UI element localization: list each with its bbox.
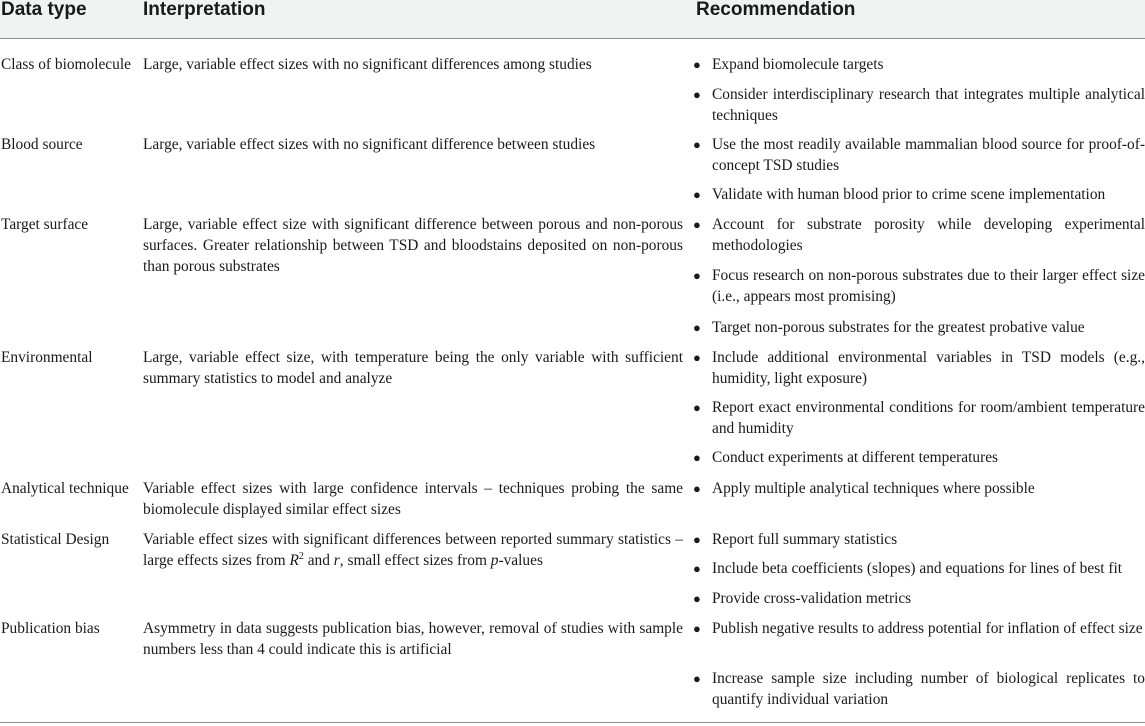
interpretation-cell: Variable effect sizes with large confidence intervals – techniques probing the same biomolecule displayed similar effect sizes (143, 480, 683, 518)
r2-exponent: 2 (298, 550, 304, 562)
recommendation-text: Increase sample size including number of biological replicates to quantify individual variation (712, 670, 1145, 708)
recommendation-text: Apply multiple analytical techniques where possible (712, 480, 1035, 497)
recommendation-text: Provide cross-validation metrics (712, 590, 912, 607)
recommendation-text: Report full summary statistics (712, 531, 898, 548)
header-data-type: Data type (1, 0, 87, 20)
bullet-icon: ● (693, 137, 701, 152)
bottom-rule (0, 722, 1145, 723)
bullet-icon: ● (693, 481, 701, 496)
interpretation-cell: Large, variable effect sizes with no significant differences among studies (143, 56, 592, 73)
interpretation-cell: Large, variable effect size, with temperature being the only variable with sufficient summary statistics to model and analyze (143, 349, 683, 387)
header-recommendation: Recommendation (696, 0, 856, 20)
bullet-icon: ● (693, 671, 701, 686)
bullet-icon: ● (693, 532, 701, 547)
bullet-icon: ● (693, 400, 701, 415)
bullet-icon: ● (693, 268, 701, 283)
recommendation-text: Conduct experiments at different temperatures (712, 449, 999, 466)
bullet-icon: ● (693, 320, 701, 335)
bullet-icon: ● (693, 350, 701, 365)
recommendation-text: Account for substrate porosity while developing experimental methodologies (712, 216, 1145, 254)
recommendation-text: Validate with human blood prior to crime scene implementation (712, 186, 1106, 203)
interpretation-cell: Large, variable effect sizes with no significant difference between studies (143, 136, 596, 153)
recommendation-text: Include additional environmental variables in TSD models (e.g., humidity, light exposure) (712, 349, 1145, 387)
interpretation-cell: Asymmetry in data suggests publication bias, however, removal of studies with sample numbers less than 4 could indicate this is artificial (143, 620, 683, 658)
table-header (0, 0, 1145, 39)
bullet-icon: ● (693, 57, 701, 72)
data-type-cell: Blood source (1, 136, 83, 153)
bullet-icon: ● (693, 621, 701, 636)
interpretation-cell: Large, variable effect size with significant difference between porous and non-porous surfaces. Greater relationship between TSD and bloodstains deposited on non-porous than porous substrates (143, 216, 683, 275)
interpretation-text: Variable effect sizes with significant differences between reported summary statistics – large effects sizes from (143, 531, 683, 569)
bullet-icon: ● (693, 591, 701, 606)
recommendation-text: Consider interdisciplinary research that integrates multiple analytical techniques (712, 86, 1145, 124)
data-type-cell: Class of biomolecule (1, 56, 131, 73)
bullet-icon: ● (693, 87, 701, 102)
bullet-icon: ● (693, 561, 701, 576)
recommendation-text: Use the most readily available mammalian blood source for proof-of-concept TSD studies (712, 136, 1145, 174)
interpretation-text: , small effect sizes from (339, 552, 491, 569)
interpretation-cell (143, 529, 683, 571)
data-type-cell: Publication bias (1, 620, 100, 637)
recommendation-text: Publish negative results to address potential for inflation of effect size (712, 620, 1143, 637)
recommendation-text: Report exact environmental conditions for room/ambient temperature and humidity (712, 399, 1145, 437)
recommendation-text: Focus research on non-porous substrates due to their larger effect size (i.e., appears most promising) (712, 267, 1145, 305)
recommendation-text: Target non-porous substrates for the greatest probative value (712, 319, 1085, 336)
interpretation-text: -values (498, 552, 543, 569)
r2-symbol: R (289, 552, 299, 569)
bullet-icon: ● (693, 217, 701, 232)
header-interpretation: Interpretation (143, 0, 266, 20)
r-symbol: r (333, 552, 340, 569)
recommendation-text: Include beta coefficients (slopes) and equations for lines of best fit (712, 560, 1123, 577)
recommendation-text: Expand biomolecule targets (712, 56, 884, 73)
bullet-icon: ● (693, 187, 701, 202)
data-type-cell: Statistical Design (1, 531, 110, 548)
data-type-cell: Analytical technique (1, 480, 129, 497)
p-symbol: p (490, 552, 499, 569)
data-type-cell: Environmental (1, 349, 93, 366)
interpretation-text: and (303, 552, 334, 569)
data-type-cell: Target surface (1, 216, 89, 233)
bullet-icon: ● (693, 450, 701, 465)
